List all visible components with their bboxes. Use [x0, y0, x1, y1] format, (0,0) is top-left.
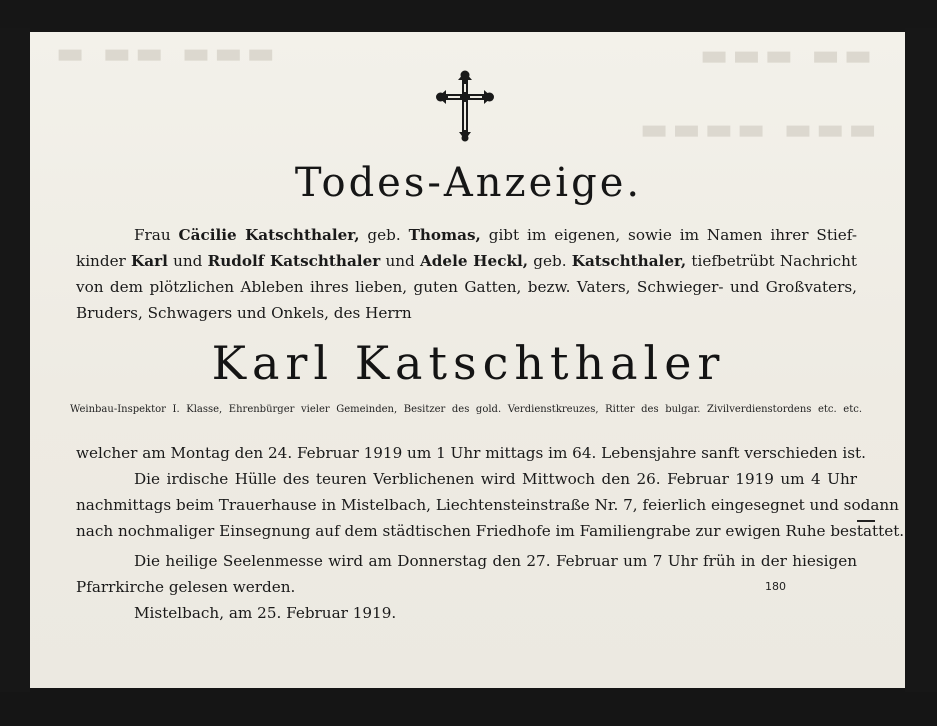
text: Frau [134, 226, 179, 244]
intro-line [76, 248, 857, 274]
child-name: Adele Heckl, [420, 252, 529, 270]
intro-line: von dem plötzlichen Ableben ihres lieben, guten Gatten, bezw. Vaters, Schwieger- und Großvaters, [76, 278, 857, 296]
place-date: Mistelbach, am 25. Februar 1919. [134, 604, 397, 622]
child-name: Karl [131, 252, 168, 270]
mourning-border-bottom [0, 688, 937, 726]
funeral-paragraph [134, 466, 857, 492]
child-name: Rudolf Katschthaler [207, 252, 381, 270]
mass-line: Die heilige Seelenmesse wird am Donnerstag den 27. Februar um 7 Uhr früh in der hiesigen [134, 552, 857, 570]
mass-line: Pfarrkirche gelesen werden. [76, 578, 296, 596]
maiden-name: Katschthaler, [571, 252, 687, 270]
funeral-line: Die irdische Hülle des teuren Verblichenen wird Mittwoch den 26. Februar 1919 um 4 Uhr [134, 470, 857, 488]
maiden-name: Thomas, [408, 226, 481, 244]
text: tiefbetrübt Nachricht [686, 252, 858, 270]
rule-dash [857, 520, 875, 522]
bleed-through-mark: ▬ ▬▬ ▬▬▬ [56, 36, 279, 71]
mass-paragraph-cont [76, 574, 676, 600]
funeral-line: nach nochmaliger Einsegnung auf dem städtischen Friedhofe im Familiengrabe zur ewigen Ruhe bestattet. [76, 522, 905, 540]
reference-number: 180 [765, 580, 786, 593]
intro-line: Bruders, Schwagers und Onkels, des Herrn [76, 304, 412, 322]
text: geb. [528, 252, 572, 270]
deceased-titles: Weinbau-Inspektor I. Klasse, Ehrenbürger vieler Gemeinden, Besitzer des gold. Verdienstkreuzes, Ritter des bulgar. Zivilverdienstordens etc. etc. [70, 404, 862, 415]
intro-paragraph-cont [76, 248, 857, 326]
funeral-line: nachmittags beim Trauerhause in Mistelbach, Liechtensteinstraße Nr. 7, feierlich eingesegnet und sodann [76, 496, 899, 514]
intro-paragraph [134, 222, 857, 248]
text: gibt im eigenen, sowie im Namen ihrer Stief- [480, 226, 857, 244]
mass-paragraph [134, 548, 857, 574]
text: und [167, 252, 208, 270]
text: kinder [76, 252, 132, 270]
mourning-border-top [0, 0, 937, 32]
deceased-name: Karl Katschthaler [211, 336, 726, 390]
intro-line [134, 222, 857, 248]
text: und [380, 252, 420, 270]
cross-icon [436, 70, 494, 142]
widow-name: Cäcilie Katschthaler, [178, 226, 360, 244]
bleed-through-mark: ▬▬▬ ▬▬ [700, 38, 877, 73]
text: geb. [359, 226, 409, 244]
bleed-through-mark: ▬▬▬▬ ▬▬▬ [640, 112, 881, 147]
notice-title: Todes-Anzeige. [294, 160, 643, 206]
funeral-paragraph-cont [76, 492, 905, 544]
death-notice: welcher am Montag den 24. Februar 1919 um 1 Uhr mittags im 64. Lebensjahre sanft verschieden ist. [76, 444, 866, 462]
